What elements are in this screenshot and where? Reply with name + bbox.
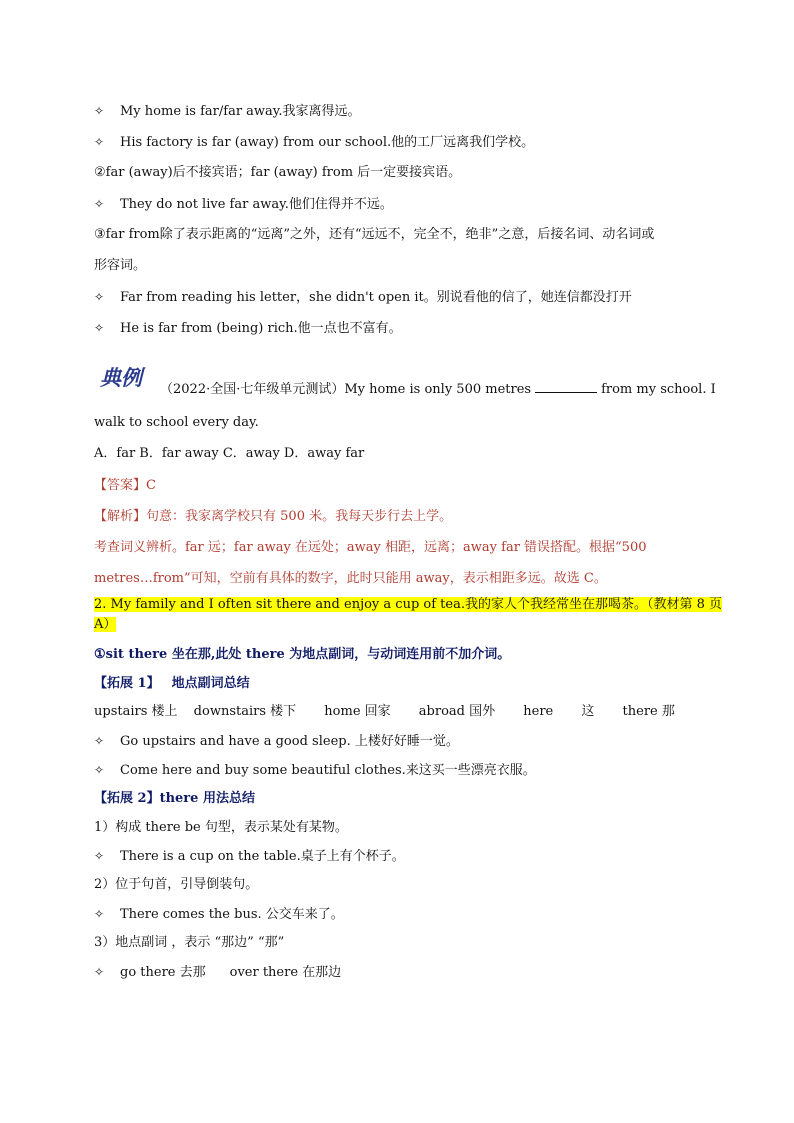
example-line [94, 963, 341, 982]
line-text: He is far from (being) rich.他一点也不富有。 [120, 321, 402, 336]
analysis-line: 考查词义辨析。far 远；far away 在远处；away 相距，远离；away far 错误搭配。根据“500 [94, 540, 647, 555]
rule-line-cont: 形容词。 [94, 258, 147, 273]
options-line: A．far B．far away C．away D．away far [94, 446, 365, 461]
section-heading-text: 2. My family and I often sit there and enjoy a cup of tea.我的家人个我经常坐在那喝茶。（教材第 8 页 [94, 597, 722, 612]
line-text: His factory is far (away) from our school.他的工厂远离我们学校。 [120, 135, 535, 150]
answer-value: C [146, 478, 156, 493]
line-text: Come here and buy some beautiful clothes.来这买一些漂亮衣服。 [120, 763, 536, 778]
line-text: They do not live far away.他们住得并不远。 [120, 197, 393, 212]
line-text: Go upstairs and have a good sleep. 上楼好好睡一觉。 [120, 734, 459, 749]
adverb-item: here [523, 704, 554, 719]
example-line [94, 195, 393, 214]
analysis-line: metres…from”可知，空前有具体的数字，此时只能用 away，表示相距多远。故选 C。 [94, 571, 607, 586]
example-line [94, 288, 632, 307]
rule-line: ②far (away)后不接宾语；far (away) from 后一定要接宾语。 [94, 165, 462, 180]
example-line [94, 133, 534, 152]
adverb-item: upstairs 楼上 [94, 704, 178, 719]
example-line [94, 319, 402, 338]
point-line: ①sit there 坐在那,此处 there 为地点副词，与动词连用前不加介词。 [94, 647, 511, 662]
line-text: over there 在那边 [229, 965, 342, 980]
extension-heading [94, 675, 250, 693]
line-text: My home is far/far away.我家离得远。 [120, 104, 361, 119]
line-text: go there 去那 [120, 965, 206, 980]
question-line [160, 380, 716, 399]
question-text-a: My home is only 500 metres [344, 382, 532, 397]
analysis-label: 【解析】 [94, 509, 147, 524]
section-heading [94, 596, 722, 614]
adverb-item: home 回家 [324, 704, 391, 719]
example-line [94, 761, 536, 780]
adverb-list [94, 703, 675, 721]
diamond-bullet-icon: ✧ [94, 321, 105, 335]
usage-line: 3）地点副词 ，表示 “那边” “那” [94, 935, 285, 950]
section-heading-cont [94, 616, 116, 634]
analysis-text: 句意：我家离学校只有 500 米。我每天步行去上学。 [146, 509, 453, 524]
usage-line: 2）位于句首，引导倒装句。 [94, 877, 259, 892]
diamond-bullet-icon: ✧ [94, 849, 105, 863]
extension-title: 地点副词总结 [171, 676, 250, 691]
usage-line: 1）构成 there be 句型，表示某处有某物。 [94, 820, 348, 835]
line-text: There comes the bus. 公交车来了。 [120, 907, 344, 922]
example-line [94, 102, 361, 121]
diamond-bullet-icon: ✧ [94, 965, 105, 979]
line-text: Far from reading his letter，she didn't open it。别说看他的信了，她连信都没打开 [120, 290, 632, 305]
extension-label: 【拓展 1】 [94, 676, 160, 691]
adverb-item: abroad 国外 [418, 704, 496, 719]
adverb-item: 这 [581, 704, 595, 719]
example-line [94, 732, 459, 751]
diamond-bullet-icon: ✧ [94, 135, 105, 149]
extension-label: 【拓展 2】 [94, 791, 160, 806]
section-heading-text: A） [94, 617, 117, 632]
question-line-cont: walk to school every day. [94, 415, 259, 430]
diamond-bullet-icon: ✧ [94, 104, 105, 118]
answer-blank [535, 380, 597, 393]
analysis-line [94, 508, 452, 526]
answer-label: 【答案】 [94, 478, 147, 493]
example-badge-icon [98, 364, 154, 390]
rule-line: ③far from除了表示距离的“远离”之外，还有“远远不，完全不，绝非”之意，后接名词、动名词或 [94, 227, 655, 242]
adverb-item: there 那 [622, 704, 675, 719]
badge-text: 典例 [100, 365, 142, 390]
question-text-b: from my school. I [601, 382, 716, 397]
answer-line [94, 477, 156, 495]
example-line [94, 847, 405, 866]
example-line [94, 905, 344, 924]
diamond-bullet-icon: ✧ [94, 734, 105, 748]
line-text: There is a cup on the table.桌子上有个杯子。 [120, 849, 405, 864]
adverb-item: downstairs 楼下 [193, 704, 297, 719]
question-source: （2022·全国·七年级单元测试） [160, 382, 345, 397]
extension-title: there 用法总结 [159, 791, 255, 806]
diamond-bullet-icon: ✧ [94, 907, 105, 921]
diamond-bullet-icon: ✧ [94, 197, 105, 211]
diamond-bullet-icon: ✧ [94, 763, 105, 777]
diamond-bullet-icon: ✧ [94, 290, 105, 304]
extension-heading [94, 790, 255, 808]
